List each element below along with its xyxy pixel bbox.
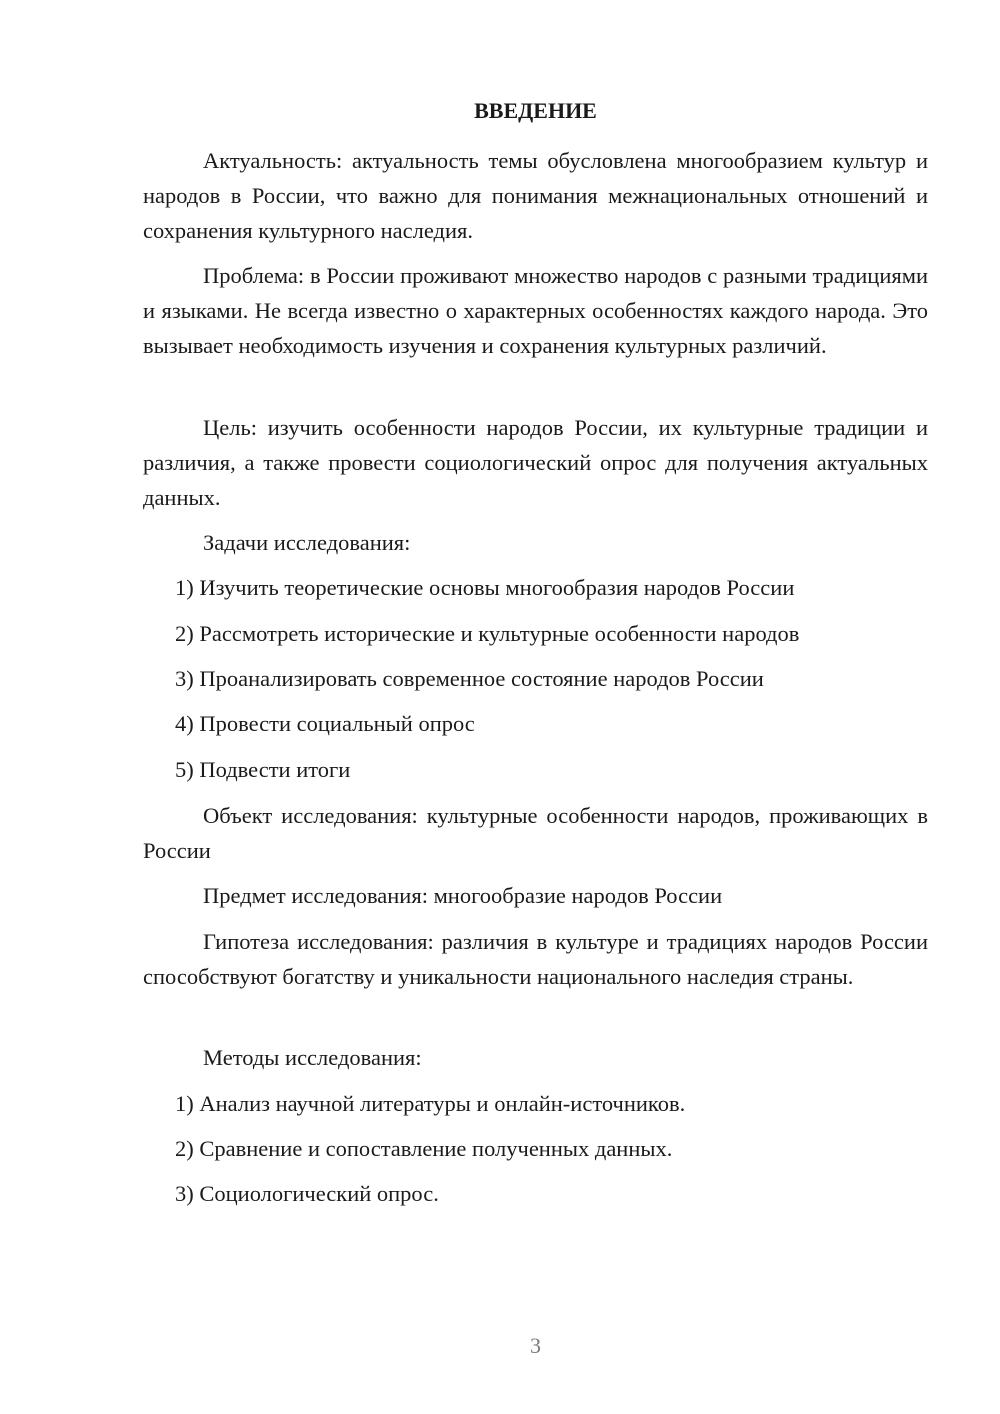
goal-paragraph: Цель: изучить особенности народов России, их культурные традиции и различия, а также провести социологический опрос для получения актуальных данных.: [143, 415, 928, 510]
object-paragraph: Объект исследования: культурные особенности народов, проживающих в России: [143, 803, 928, 863]
problem-paragraph: Проблема: в России проживают множество народов с разными традициями и языками. Не всегда известно о характерных особенностях каждого народа. Это вызывает необходимость изучения и сохранения культурных различий.: [143, 263, 928, 358]
method-item: 1) Анализ научной литературы и онлайн-источников.: [175, 1091, 686, 1116]
hypothesis-paragraph: Гипотеза исследования: различия в культуре и традициях народов России способствуют богатству и уникальности национального наследия страны.: [143, 929, 928, 989]
task-item: 4) Провести социальный опрос: [175, 711, 475, 736]
page-title: ВВЕДЕНИЕ: [474, 98, 597, 123]
page-number: 3: [530, 1333, 541, 1358]
task-item: 3) Проанализировать современное состояние народов России: [175, 666, 764, 691]
relevance-paragraph: Актуальность: актуальность темы обусловлена многообразием культур и народов в России, что важно для понимания межнациональных отношений и сохранения культурного наследия.: [143, 148, 928, 243]
methods-heading: Методы исследования:: [203, 1045, 422, 1070]
method-item: 3) Социологический опрос.: [175, 1181, 439, 1206]
task-item: 5) Подвести итоги: [175, 757, 351, 782]
subject-paragraph: Предмет исследования: многообразие народов России: [203, 883, 723, 908]
tasks-heading: Задачи исследования:: [203, 530, 411, 555]
task-item: 1) Изучить теоретические основы многообразия народов России: [175, 575, 795, 600]
task-item: 2) Рассмотреть исторические и культурные особенности народов: [175, 621, 800, 646]
method-item: 2) Сравнение и сопоставление полученных данных.: [175, 1136, 673, 1161]
document-page: [143, 0, 928, 1414]
